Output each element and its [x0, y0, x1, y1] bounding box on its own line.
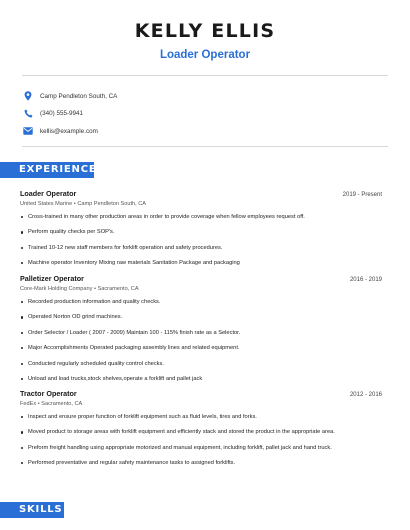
job-employer-line: Core-Mark Holding Company • Sacramento, CA	[20, 286, 139, 292]
contact-location	[22, 86, 410, 106]
job-employer: United States Marine	[20, 201, 73, 207]
job-dates: 2019 - Present	[342, 192, 382, 198]
job-employer-line: United States Marine • Camp Pendleton South, CA	[20, 201, 147, 207]
job-dates: 2016 - 2019	[349, 277, 382, 283]
candidate-name: KELLY ELLIS	[134, 20, 276, 42]
section-header-skills: SKILLS	[0, 502, 64, 518]
job-location: Sacramento, CA	[41, 401, 83, 407]
job-location: Camp Pendleton South, CA	[77, 201, 147, 207]
phone-icon	[22, 108, 34, 120]
list-item: Operated Norton OD grind machines.	[20, 313, 382, 321]
contact-email[interactable]	[22, 122, 410, 140]
job-title: Palletizer Operator	[20, 274, 84, 283]
list-item: Moved product to storage areas with forklift equipment and efficiently stack and stored the product in the appropriate area.	[20, 428, 382, 436]
list-item: Perform quality checks per SOP's.	[20, 228, 382, 236]
list-item: Performed preventative and regular safety maintenance tasks to assigned forklifts.	[20, 459, 382, 467]
resume-header	[0, 0, 410, 62]
list-item: Recorded production information and quality checks.	[20, 298, 382, 306]
email-text[interactable]: kellis@example.com	[40, 127, 98, 135]
list-item: Preform freight handling using appropriate motorized and manual equipment, including forklift, pallet jack and hand truck.	[20, 444, 382, 452]
divider-contacts	[22, 146, 388, 147]
list-item: Unload and load trucks,stock shelves,operate a forklift and pallet jack	[20, 375, 382, 383]
list-item: Conducted regularly scheduled quality control checks.	[20, 360, 382, 368]
job-entry-2	[20, 274, 382, 390]
job-employer: FedEx	[20, 401, 37, 407]
list-item: Trained 10-12 new staff members for forklift operation and safety procedures.	[20, 244, 382, 252]
email-icon	[22, 125, 34, 137]
location-text: Camp Pendleton South, CA	[40, 92, 118, 100]
job-bullets	[20, 298, 382, 383]
job-bullets	[20, 213, 382, 267]
job-title: Tractor Operator	[20, 389, 77, 398]
job-entry-3	[20, 389, 382, 475]
contact-list	[0, 76, 410, 146]
job-location: Sacramento, CA	[97, 286, 139, 292]
job-employer: Core-Mark Holding Company	[20, 286, 93, 292]
list-item: Order Selector / Loader ( 2007 - 2009) Maintain 100 - 115% finish rate as a Selector.	[20, 329, 382, 337]
section-header-experience: EXPERIENCE	[0, 162, 94, 178]
contact-phone	[22, 105, 410, 122]
list-item: Major Accomplishments Operated packaging assembly lines and related equipment.	[20, 344, 382, 352]
list-item: Machine operator Inventory Mixing raw materials Sanitation Package and packaging	[20, 259, 382, 267]
job-bullets	[20, 413, 382, 467]
candidate-title: Loader Operator	[159, 49, 251, 61]
location-pin-icon	[22, 90, 34, 102]
job-employer-line: FedEx • Sacramento, CA	[20, 401, 83, 407]
job-title: Loader Operator	[20, 189, 77, 198]
list-item: Cross-trained in many other production areas in order to provide coverage when fellow employees request off.	[20, 213, 382, 221]
job-entry-1	[20, 189, 382, 275]
phone-text: (340) 555-9941	[40, 110, 84, 117]
job-dates: 2012 - 2016	[349, 392, 382, 398]
list-item: Inspect and ensure proper function of forklift equipment such as fluid levels, tires and forks.	[20, 413, 382, 421]
